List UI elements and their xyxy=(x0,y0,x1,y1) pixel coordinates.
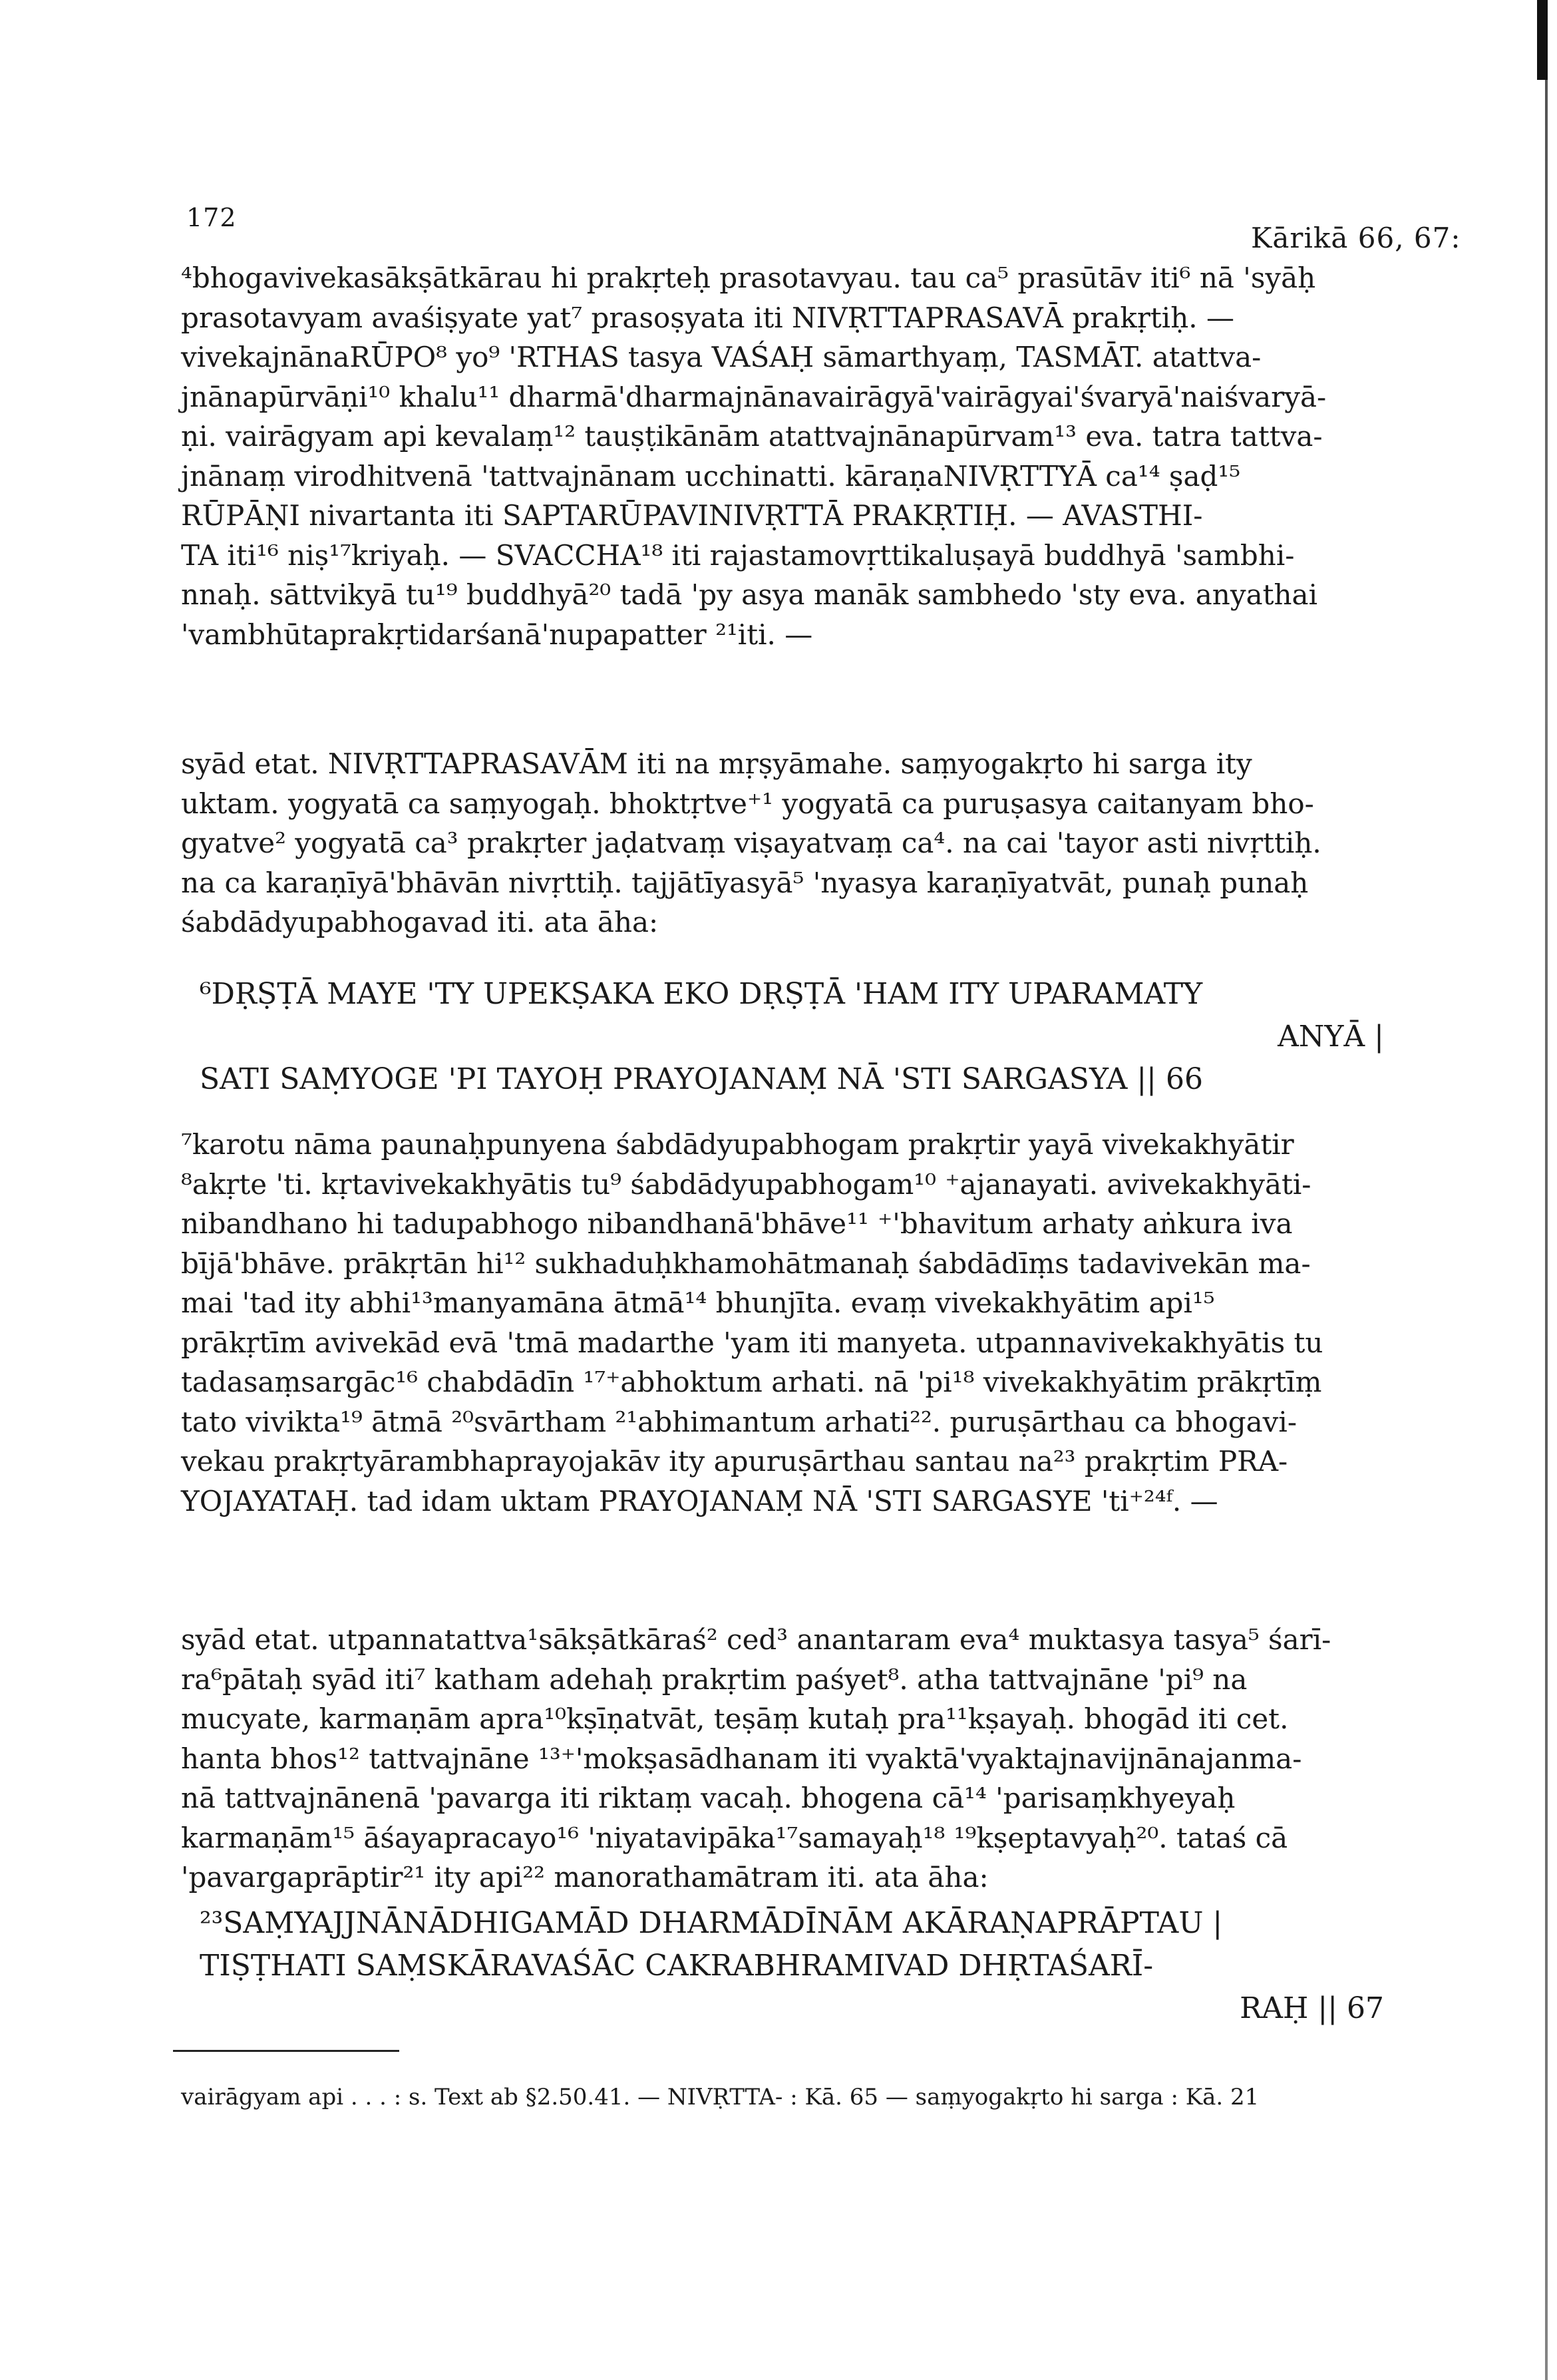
text-line: bījā'bhāve. prākṛtān hi¹² sukhaduḥkhamohātmanaḥ śabdādīṃs tadavivekān ma- xyxy=(181,1247,1311,1280)
text-line: hanta bhos¹² tattvajnāne ¹³⁺'mokṣasādhanam iti vyaktā'vyaktajnavijnānajanma- xyxy=(181,1742,1302,1775)
text-line: 'vambhūtaprakṛtidarśanā'nupapatter ²¹iti. — xyxy=(181,618,813,651)
text-line: mucyate, karmaṇām apra¹⁰kṣīṇatvāt, teṣāṃ kutaḥ pra¹¹kṣayaḥ. bhogād iti cet. xyxy=(181,1702,1289,1735)
text-line: TA iti¹⁶ niṣ¹⁷kriyaḥ. — SVACCHA¹⁸ iti rajastamovṛttikaluṣayā buddhyā 'sambhi- xyxy=(181,538,1295,572)
verse-line: TIṢṬHATI SAṂSKĀRAVAŚĀC CAKRABHRAMIVAD DHṚTAŚARĪ- xyxy=(200,1949,1154,1983)
footnote: vairāgyam api . . . : s. Text ab §2.50.41. — NIVṚTTA- : Kā. 65 — saṃyogakṛto hi sarga : Kā. 21 xyxy=(181,2084,1260,2110)
commentary-block-4 xyxy=(181,1620,1392,1897)
page-edge-mark xyxy=(1537,0,1548,80)
text-line: ⁷karotu nāma paunaḥpunyena śabdādyupabhogam prakṛtir yayā vivekakhyātir xyxy=(181,1128,1294,1161)
text-line: tadasaṃsargāc¹⁶ chabdādīn ¹⁷⁺abhoktum arhati. nā 'pi¹⁸ vivekakhyātim prākṛtīṃ xyxy=(181,1366,1322,1398)
text-line: RŪPĀṆI nivartanta iti SAPTARŪPAVINIVṚTTĀ PRAKṚTIḤ. — AVASTHI- xyxy=(181,499,1203,532)
text-line: na ca karaṇīyā'bhāvān nivṛttiḥ. tajjātīyasyā⁵ 'nyasya karaṇīyatvāt, punaḥ punaḥ xyxy=(181,866,1309,899)
verse-line: ANYĀ | xyxy=(1278,1020,1384,1054)
text-line: jnānapūrvāṇi¹⁰ khalu¹¹ dharmā'dharmajnānavairāgyā'vairāgyai'śvaryā'naiśvaryā- xyxy=(181,380,1327,413)
text-line: ⁸akṛte 'ti. kṛtavivekakhyātis tu⁹ śabdādyupabhogam¹⁰ ⁺ajanayati. avivekakhyāti- xyxy=(181,1167,1311,1201)
text-line: śabdādyupabhogavad iti. ata āha: xyxy=(181,906,659,938)
text-line: karmaṇām¹⁵ āśayapracayo¹⁶ 'niyatavipāka¹⁷samayaḥ¹⁸ ¹⁹kṣeptavyaḥ²⁰. tataś cā xyxy=(181,1821,1288,1854)
text-line: ⁴bhogavivekasākṣātkārau hi prakṛteḥ prasotavyau. tau ca⁵ prasūtāv iti⁶ nā 'syāḥ xyxy=(181,262,1316,294)
text-line: prasotavyam avaśiṣyate yat⁷ prasoṣyata iti NIVṚTTAPRASAVĀ prakṛtiḥ. — xyxy=(181,301,1234,334)
text-line: vivekajnānaRŪPO⁸ yo⁹ 'RTHAS tasya VAŚAḤ sāmarthyaṃ, TASMĀT. atattva- xyxy=(181,341,1262,373)
commentary-block-2 xyxy=(181,744,1392,942)
text-line: YOJAYATAḤ. tad idam uktam PRAYOJANAṂ NĀ 'STI SARGASYE 'ti⁺²⁴ᶠ. — xyxy=(181,1484,1218,1517)
text-line: jnānaṃ virodhitvenā 'tattvajnānam ucchinatti. kāraṇaNIVṚTTYĀ ca¹⁴ ṣaḍ¹⁵ xyxy=(181,459,1241,493)
text-line: 'pavargaprāptir²¹ ity api²² manorathamātram iti. ata āha: xyxy=(181,1861,989,1893)
footnote-divider xyxy=(173,2050,399,2052)
text-line: nā tattvajnānenā 'pavarga iti riktaṃ vacaḥ. bhogena cā¹⁴ 'parisaṃkhyeyaḥ xyxy=(181,1782,1236,1814)
page-edge-shadow xyxy=(1545,0,1548,2380)
text-line: nibandhano hi tadupabhogo nibandhanā'bhāve¹¹ ⁺'bhavitum arhaty aṅkura iva xyxy=(181,1207,1293,1240)
running-head: Kārikā 66, 67: xyxy=(1251,222,1461,254)
verse-line: ²³SAṂYAJJNĀNĀDHIGAMĀD DHARMĀDĪNĀM AKĀRAṆAPRĀPTAU | xyxy=(200,1906,1223,1940)
text-line: nnaḥ. sāttvikyā tu¹⁹ buddhyā²⁰ tadā 'py asya manāk sambhedo 'sty eva. anyathai xyxy=(181,578,1318,611)
commentary-block-1 xyxy=(181,258,1392,654)
karika-verse-66 xyxy=(200,973,1384,1101)
verse-line: ⁶DṚṢṬĀ MAYE 'TY UPEKṢAKA EKO DṚṢṬĀ 'HAM ITY UPARAMATY xyxy=(200,977,1203,1011)
text-line: syād etat. NIVṚTTAPRASAVĀM iti na mṛṣyāmahe. saṃyogakṛto hi sarga ity xyxy=(181,747,1252,780)
text-line: ra⁶pātaḥ syād iti⁷ katham adehaḥ prakṛtim paśyet⁸. atha tattvajnāne 'pi⁹ na xyxy=(181,1663,1248,1696)
text-line: vekau prakṛtyārambhaprayojakāv ity apuruṣārthau santau na²³ prakṛtim PRA- xyxy=(181,1445,1288,1478)
text-line: ṇi. vairāgyam api kevalaṃ¹² tauṣṭikānām atattvajnānapūrvam¹³ eva. tatra tattva- xyxy=(181,420,1323,453)
text-line: gyatve² yogyatā ca³ prakṛter jaḍatvaṃ viṣayatvaṃ ca⁴. na cai 'tayor asti nivṛttiḥ. xyxy=(181,827,1321,859)
commentary-block-3 xyxy=(181,1125,1392,1521)
text-line: syād etat. utpannatattva¹sākṣātkāraś² ced³ anantaram eva⁴ muktasya tasya⁵ śarī- xyxy=(181,1623,1331,1656)
verse-line: SATI SAṂYOGE 'PI TAYOḤ PRAYOJANAṂ NĀ 'STI SARGASYA || 66 xyxy=(200,1062,1203,1096)
page-number: 172 xyxy=(186,203,237,232)
verse-line: RAḤ || 67 xyxy=(1240,1991,1384,2025)
text-line: mai 'tad ity abhi¹³manyamāna ātmā¹⁴ bhunjīta. evaṃ vivekakhyātim api¹⁵ xyxy=(181,1287,1215,1319)
text-line: tato vivikta¹⁹ ātmā ²⁰svārtham ²¹abhimantum arhati²². puruṣārthau ca bhogavi- xyxy=(181,1405,1298,1438)
text-line: prākṛtīm avivekād evā 'tmā madarthe 'yam iti manyeta. utpannavivekakhyātis tu xyxy=(181,1326,1323,1359)
text-line: uktam. yogyatā ca saṃyogaḥ. bhoktṛtve⁺¹ yogyatā ca puruṣasya caitanyam bho- xyxy=(181,787,1314,820)
karika-verse-67 xyxy=(200,1902,1384,2030)
